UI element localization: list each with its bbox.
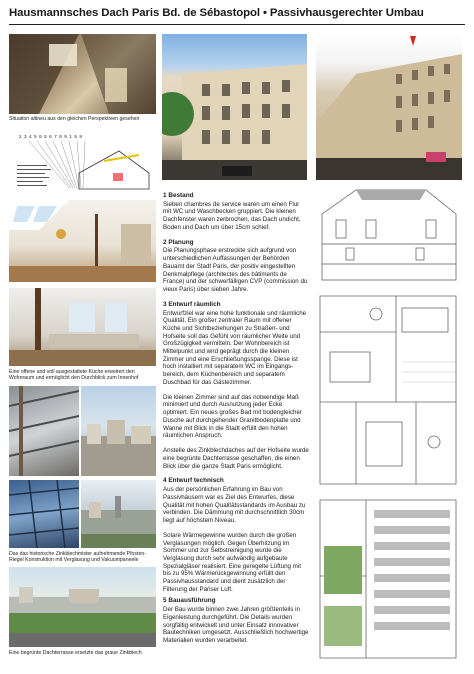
- caption-green-roof: Eine begrünte Dachterrasse ersetzte das graue Zinkblech: [9, 650, 142, 656]
- drawing-roof-terrace-plan: [316, 496, 462, 662]
- photo-open-kitchen: [9, 288, 156, 366]
- photo-green-roof: [9, 567, 156, 647]
- title-rule: [9, 24, 465, 25]
- section-heading-5: 5 Bauausführung: [163, 597, 216, 605]
- section-text-4b: Solare Wärmegewinne wurden durch die großen Verglasungen möglich. Gegen Überhitzung im Sommer und zur Selbstreinigung wurde die Verglasung durch sehr aufwändig aufgebaute Spezialgläser realisiert. Eine geregelte Lüftung mit bis zu 95% Wärmerückgewinnung erfüllt den Passivhausstandard und dient zusätzlich der Filterung der Pariser Luft.: [163, 531, 301, 593]
- photo-street-facade: [162, 34, 307, 180]
- page-title: Hausmannsches Dach Paris Bd. de Sébastopol • Passivhausgerechter Umbau: [9, 7, 424, 19]
- section-text-4a: Aus der persönlichen Erfahrung im Bau von Passivhäusern war es Ziel des Entwurfes, diese Qualität mit hohen Qualitätsstandards im Ausbau zu verbinden. Die Dämmung mit durchschnittlich 30cm liegt auf höchstem Niveau.: [163, 486, 306, 524]
- section-heading-1: 1 Bestand: [163, 192, 194, 199]
- section-text-2: Die Planungsphase erstreckte sich aufgrund von unterschiedlichen Auffassungen der Behörden Bauamt der Stadt Paris, der positiv eingestellten Denkmalpflege (architectes des bâtiments de France) und der schwerfälligen CVP (commission du vieux Paris) über sieben Jahre.: [163, 247, 308, 293]
- diagram-numbers: 2 3 4 5 6 5 6 7 8 9 1 5 8: [19, 134, 83, 139]
- photo-existing-attic: [9, 34, 156, 114]
- project-description: [163, 192, 309, 652]
- section-text-3b: Die kleinen Zimmer sind auf das notwendige Maß minimiert und durch Ausnutzung jeder Ecke optimiert. Ein neues großes Bad mit bodengleicher Dusche auf durchgehender Granitbodenplatte und Wanne mit Blick in die Stadt erfüllt den hohen räumlichen Anspruch.: [163, 393, 302, 440]
- section-text-5: Der Bau wurde binnen zwei Jahren größtenteils in Eigenleistung durchgeführt. Die Details wurden sorgfältig entwickelt und unter Einsatz innovativer Bautechniken umgesetzt. Ausschließlich hochwertige Materialien wurden verarbeitet.: [163, 606, 309, 644]
- photo-roof-construction: [9, 386, 79, 476]
- drawing-floor-plan: [316, 292, 462, 488]
- section-text-1: Sieben chambres de service waren um einen Flur mit WC und Waschbecken gruppiert. Die kleinen Dachfenster waren zerbrochen, das Dach undicht, Boden und Dach um über 15cm schief.: [163, 200, 301, 231]
- photo-glazing: [9, 480, 79, 548]
- section-text-3a: Entwurfziel war eine hohe funktionale und räumliche Qualität. Ein großer zentraler Raum mit offener Küche und Sichtbeziehungen zu Straßen- und Hofseite soll das Gefühl von räumlicher Weite und Großzügigkeit vermitteln. Der Wohnbereich ist Mittelpunkt und wird geprägt durch die kleinen Zimmer und eine Erschließungsspange. Diese ist hoch installiert mit separatem WC im Eingangs-bereich, dem Küchenbereich und separatem Duschbad für das Gästezimmer.: [163, 309, 307, 386]
- section-text-3c: Anstelle des Zinkblechdaches auf der Hofseite wurde eine begrünte Dachterrasse geschaffen, die einen Blick über die ganze Stadt Paris ermöglicht.: [163, 447, 309, 470]
- caption-glazing: Das das historische Zinkblechmister aufnehmende Pfosten-Riegel Konstruktion mit Verglasung und Vakuumpaneele: [9, 551, 146, 564]
- section-diagram: [9, 133, 156, 195]
- photo-paris-view: [81, 386, 156, 476]
- drawing-section: [316, 184, 462, 282]
- section-heading-2: 2 Planung: [163, 238, 194, 246]
- photo-living-room: [9, 200, 156, 282]
- photo-boulevard: [316, 34, 462, 180]
- caption-kitchen: Eine offene und voll ausgestattete Küche erweitert den Wohnraum und ermöglicht den Durchblick zum Innenhof: [9, 369, 139, 382]
- caption-existing: Situation altineu aus den gleichen Perspektiven gesehen: [9, 116, 140, 122]
- section-heading-4: 4 Entwurf technisch: [163, 477, 224, 485]
- photo-terrace-view: [81, 480, 156, 548]
- section-heading-3: 3 Entwurf räumlich: [163, 300, 221, 308]
